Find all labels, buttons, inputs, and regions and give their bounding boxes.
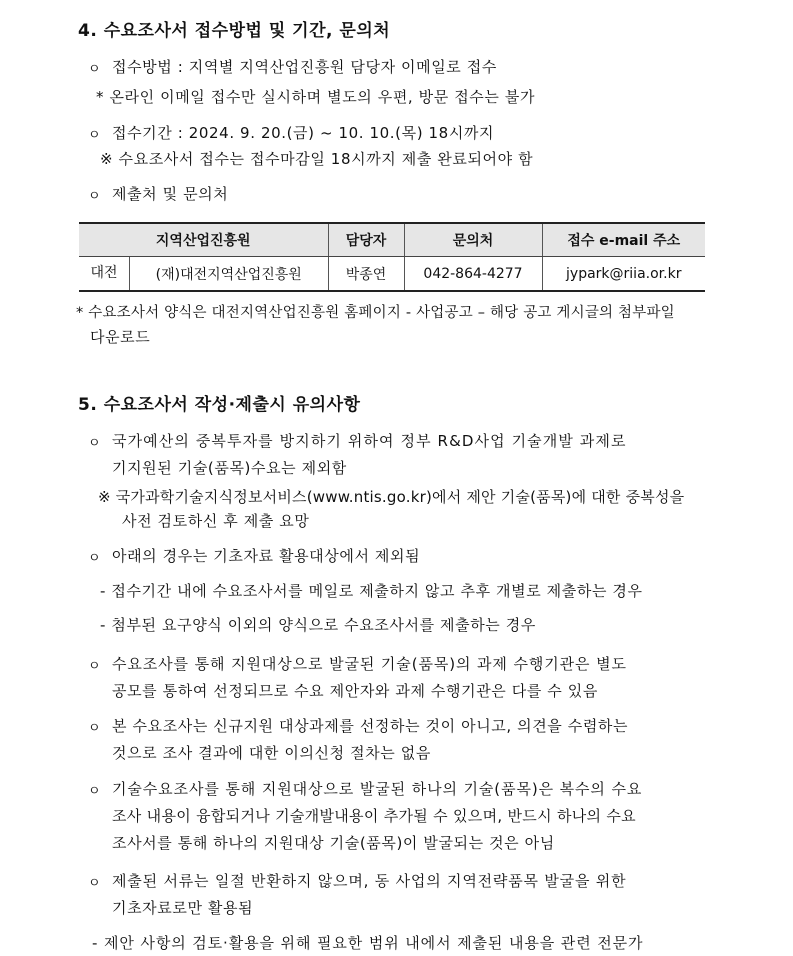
cell-region: 대전 <box>79 257 130 290</box>
footnote-line1: * 수요조사서 양식은 대전지역산업진흥원 홈페이지 - 사업공고 – 해당 공고 게시글의 첨부파일 <box>76 305 675 321</box>
contact-table <box>79 222 705 292</box>
bullet-icon: ㅇ <box>88 784 101 799</box>
header-email: 접수 e-mail 주소 <box>542 223 705 257</box>
cell-agency <box>79 257 328 292</box>
item3-line1: 수요조사를 통해 지원대상으로 발굴된 기술(품목)의 과제 수행기관은 별도 <box>112 655 627 673</box>
bullet-icon: ㅇ <box>88 659 101 674</box>
bullet-icon: ㅇ <box>88 189 101 204</box>
cell-phone: 042-864-4277 <box>404 257 542 292</box>
item5-line1: 기술수요조사를 통해 지원대상으로 발굴된 하나의 기술(품목)은 복수의 수요 <box>112 780 643 798</box>
item4-line1: 본 수요조사는 신규지원 대상과제를 선정하는 것이 아니고, 의견을 수렴하는 <box>112 717 629 735</box>
period-note: ※ 수요조사서 접수는 접수마감일 18시까지 제출 완료되어야 함 <box>100 150 534 168</box>
bullet-icon: ㅇ <box>88 551 101 566</box>
method-note: * 온라인 이메일 접수만 실시하며 별도의 우편, 방문 접수는 불가 <box>96 88 536 106</box>
cell-email[interactable]: jypark@riia.or.kr <box>542 257 705 292</box>
item1-note-line2: 사전 검토하신 후 제출 요망 <box>122 512 310 530</box>
item6-sub1: - 제안 사항의 검토·활용을 위해 필요한 범위 내에서 제출된 내용을 관련 전문가 <box>92 934 644 952</box>
footnote-line2: 다운로드 <box>90 328 151 346</box>
method-text: 접수방법 : 지역별 지역산업진흥원 담당자 이메일로 접수 <box>112 58 497 76</box>
section4-title: 4. 수요조사서 접수방법 및 기간, 문의처 <box>78 21 391 41</box>
item1-line2: 기지원된 기술(품목)수요는 제외함 <box>112 459 347 477</box>
item3-line2: 공모를 통하여 선정되므로 수요 제안자와 과제 수행기관은 다를 수 있음 <box>112 682 598 700</box>
table-header-row <box>79 223 705 257</box>
bullet-icon: ㅇ <box>88 62 101 77</box>
header-manager: 담당자 <box>328 223 404 257</box>
table-row <box>79 257 705 292</box>
bullet-icon: ㅇ <box>88 876 101 891</box>
section5-title: 5. 수요조사서 작성·제출시 유의사항 <box>78 395 361 415</box>
item2-sub1: - 접수기간 내에 수요조사서를 메일로 제출하지 않고 추후 개별로 제출하는 경우 <box>100 582 643 600</box>
period-text: 접수기간 : 2024. 9. 20.(금) ~ 10. 10.(목) 18시까지 <box>112 124 495 142</box>
item5-line2: 조사 내용이 융합되거나 기술개발내용이 추가될 수 있으며, 반드시 하나의 수요 <box>112 807 636 825</box>
bullet-icon: ㅇ <box>88 436 101 451</box>
cell-agency-name: (재)대전지역산업진흥원 <box>155 266 302 283</box>
header-agency: 지역산업진흥원 <box>79 223 328 257</box>
contact-label: 제출처 및 문의처 <box>112 185 229 203</box>
item4-line2: 것으로 조사 결과에 대한 이의신청 절차는 없음 <box>112 744 431 762</box>
item1-line1: 국가예산의 중복투자를 방지하기 위하여 정부 R&D사업 기술개발 과제로 <box>112 432 627 450</box>
item5-line3: 조사서를 통해 하나의 지원대상 기술(품목)이 발굴되는 것은 아님 <box>112 834 555 852</box>
cell-manager: 박종연 <box>328 257 404 292</box>
item6-line2: 기초자료로만 활용됨 <box>112 899 254 917</box>
item1-note-line1: ※ 국가과학기술지식정보서비스(www.ntis.go.kr)에서 제안 기술(품목)에 대한 중복성을 <box>98 488 685 506</box>
item6-line1: 제출된 서류는 일절 반환하지 않으며, 동 사업의 지역전략품목 발굴을 위한 <box>112 872 627 890</box>
header-contact: 문의처 <box>404 223 542 257</box>
bullet-icon: ㅇ <box>88 128 101 143</box>
item2-sub2: - 첨부된 요구양식 이외의 양식으로 수요조사서를 제출하는 경우 <box>100 616 536 634</box>
bullet-icon: ㅇ <box>88 721 101 736</box>
item2-text: 아래의 경우는 기초자료 활용대상에서 제외됨 <box>112 547 421 565</box>
